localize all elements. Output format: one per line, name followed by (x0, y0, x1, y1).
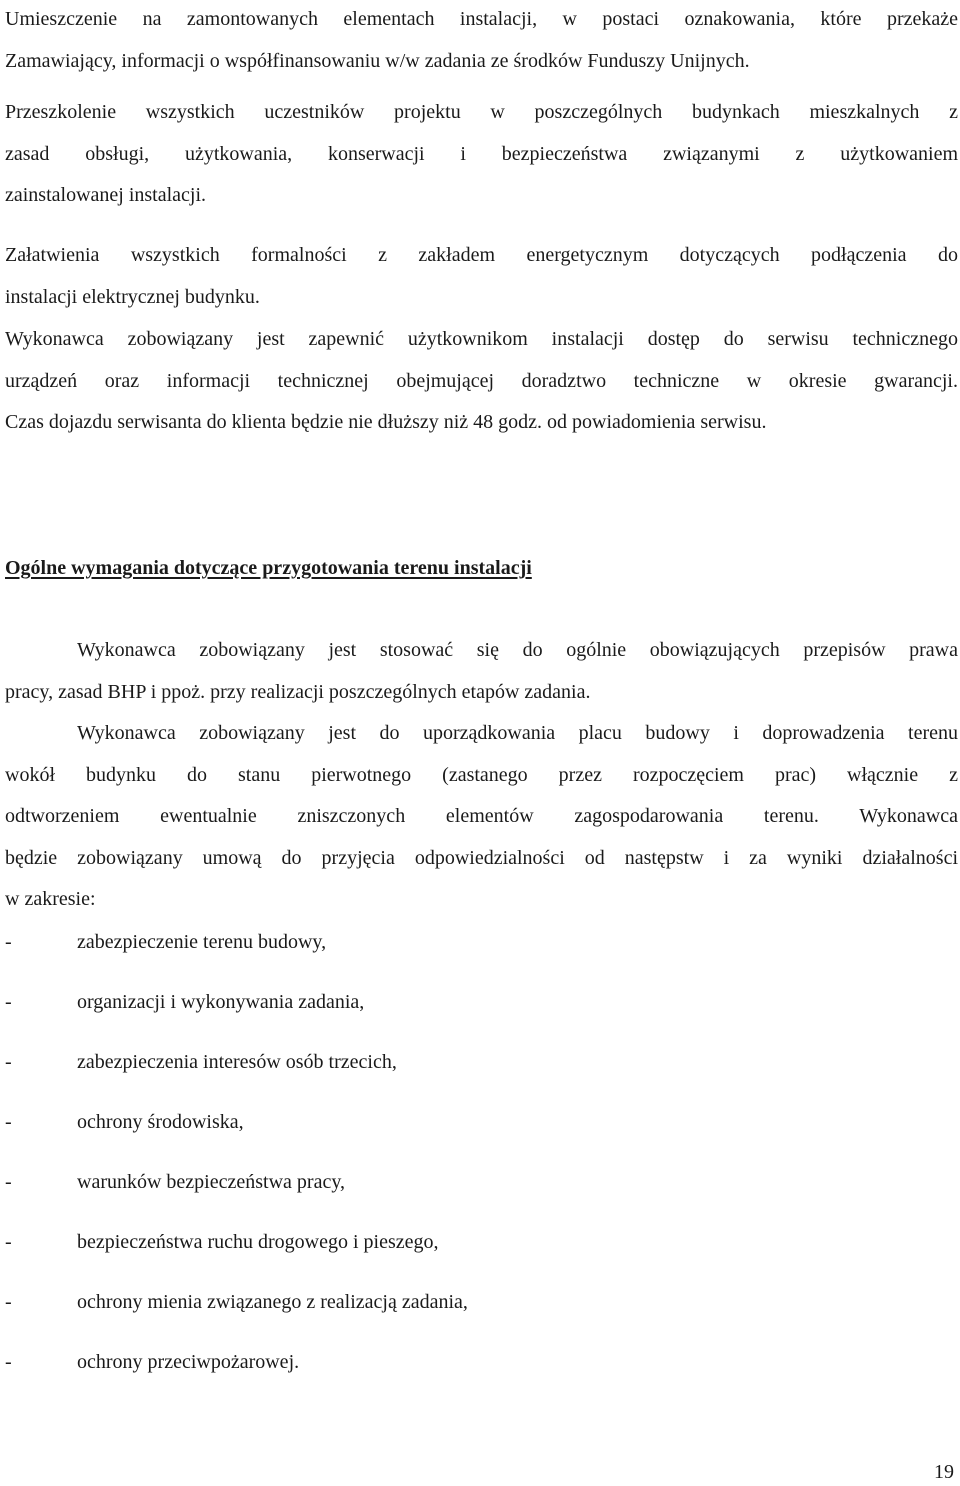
text-line: Załatwienia wszystkich formalności z zakładem energetycznym dotyczących podłączenia do (5, 244, 958, 266)
paragraph-bhp (5, 630, 958, 713)
text-line: Umieszczenie na zamontowanych elementach instalacji, w postaci oznakowania, które przekaże (5, 8, 958, 30)
paragraph-training (5, 92, 958, 217)
text-line: Czas dojazdu serwisanta do klienta będzie nie dłuższy niż 48 godz. od powiadomienia serwisu. (5, 411, 767, 433)
text-line: w zakresie: (5, 888, 96, 910)
text-line: zainstalowanej instalacji. (5, 184, 207, 206)
text-line: wokół budynku do stanu pierwotnego (zastanego przez rozpoczęciem prac) włącznie z (5, 763, 958, 786)
list-item-text: ochrony środowiska, (77, 1111, 244, 1133)
list-dash: - (5, 1171, 12, 1193)
paragraph-site-cleanup (5, 713, 958, 921)
document-page (5, 0, 958, 1486)
text-line: urządzeń oraz informacji technicznej obejmującej doradztwo techniczne w okresie gwarancji. (5, 369, 958, 392)
list-item-text: organizacji i wykonywania zadania, (77, 991, 365, 1013)
text-line: będzie zobowiązany umową do przyjęcia odpowiedzialności od następstw i za wyniki działalności (5, 846, 958, 869)
text-line: Wykonawca zobowiązany jest do uporządkowania placu budowy i doprowadzenia terenu (77, 722, 958, 744)
page-number: 19 (934, 1461, 954, 1483)
text-line: instalacji elektrycznej budynku. (5, 285, 260, 308)
text-line: pracy, zasad BHP i ppoż. przy realizacji poszczególnych etapów zadania. (5, 680, 591, 703)
paragraph-cofinancing-marking (5, 0, 958, 82)
list-item-text: ochrony przeciwpożarowej. (77, 1351, 300, 1373)
list-item-text: zabezpieczenia interesów osób trzecich, (77, 1051, 397, 1073)
paragraph-formalities (5, 235, 958, 318)
paragraph-service (5, 319, 958, 444)
list-item-text: bezpieczeństwa ruchu drogowego i pieszego, (77, 1231, 439, 1253)
list-dash: - (5, 991, 12, 1013)
list-dash: - (5, 1351, 12, 1373)
list-dash: - (5, 1231, 12, 1253)
list-dash: - (5, 1051, 12, 1073)
text-line: Wykonawca zobowiązany jest zapewnić użytkownikom instalacji dostęp do serwisu technicznego (5, 328, 958, 350)
section-heading: Ogólne wymagania dotyczące przygotowania terenu instalacji (5, 557, 532, 579)
list-item-text: ochrony mienia związanego z realizacją zadania, (77, 1291, 468, 1313)
list-item-text: zabezpieczenie terenu budowy, (77, 931, 327, 953)
list-item-text: warunków bezpieczeństwa pracy, (77, 1171, 346, 1193)
list-dash: - (5, 1111, 12, 1133)
list-dash: - (5, 931, 12, 953)
text-line: Wykonawca zobowiązany jest stosować się do ogólnie obowiązujących przepisów prawa (77, 639, 958, 661)
text-line: Przeszkolenie wszystkich uczestników projektu w poszczególnych budynkach mieszkalnych z (5, 101, 958, 123)
list-dash: - (5, 1291, 12, 1313)
text-line: zasad obsługi, użytkowania, konserwacji i bezpieczeństwa związanymi z użytkowaniem (5, 142, 958, 165)
text-line: odtworzeniem ewentualnie zniszczonych elementów zagospodarowania terenu. Wykonawca (5, 805, 958, 827)
text-line: Zamawiający, informacji o współfinansowaniu w/w zadania ze środków Funduszy Unijnych. (5, 49, 750, 72)
